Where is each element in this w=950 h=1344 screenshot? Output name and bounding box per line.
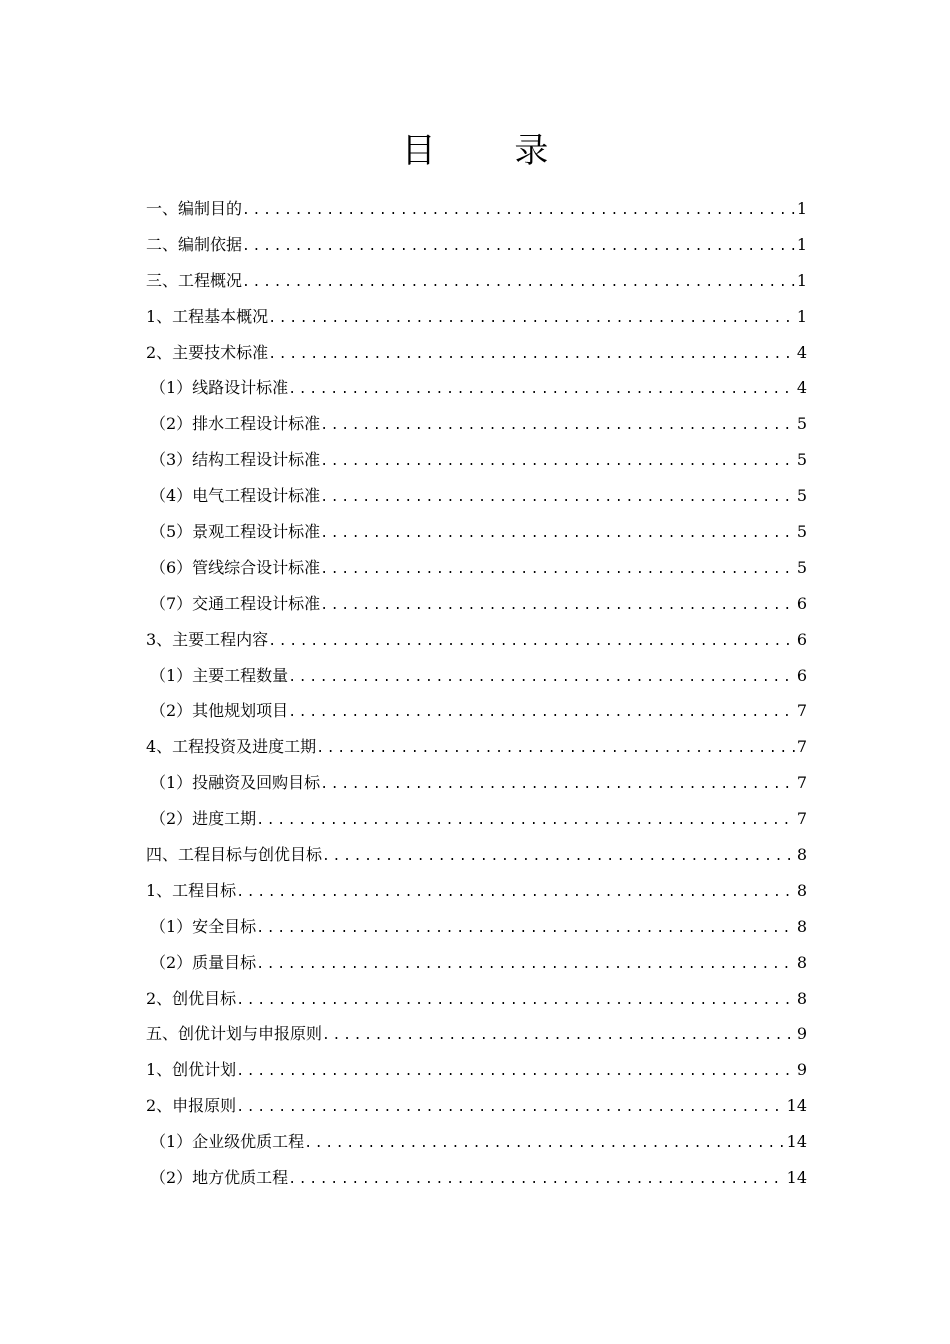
- toc-dot-leader: [320, 444, 795, 480]
- toc-dot-leader: [256, 803, 795, 839]
- toc-entry[interactable]: [146, 478, 807, 514]
- toc-entry-label: （6）管线综合设计标准: [150, 557, 321, 577]
- toc-entry-label: （2）地方优质工程: [150, 1168, 289, 1188]
- toc-entry-page: 8: [796, 880, 807, 900]
- toc-entry-label: 三、工程概况: [146, 270, 243, 290]
- toc-entry-label: （1）线路设计标准: [150, 378, 289, 398]
- toc-entry-label: 四、工程目标与创优目标: [146, 845, 323, 865]
- toc-dot-leader: [288, 695, 795, 731]
- toc-entry[interactable]: [146, 227, 807, 263]
- toc-dot-leader: [236, 1090, 784, 1126]
- toc-entry-page: 4: [796, 342, 807, 362]
- toc-entry-page: 14: [786, 1096, 807, 1116]
- toc-entry[interactable]: [146, 945, 807, 981]
- toc-entry[interactable]: [146, 1052, 807, 1088]
- toc-dot-leader: [242, 229, 795, 265]
- toc-entry-page: 6: [796, 629, 807, 649]
- toc-entry[interactable]: [146, 442, 807, 478]
- toc-dot-leader: [256, 911, 795, 947]
- toc-entry[interactable]: [146, 837, 807, 873]
- toc-dot-leader: [304, 1126, 784, 1162]
- toc-entry-label: （5）景观工程设计标准: [150, 522, 321, 542]
- toc-entry-label: （2）质量目标: [150, 952, 257, 972]
- toc-entry[interactable]: [146, 1016, 807, 1052]
- toc-entry-label: （2）进度工期: [150, 809, 257, 829]
- toc-entry[interactable]: [146, 1160, 807, 1196]
- toc-dot-leader: [268, 337, 795, 373]
- toc-entry[interactable]: [146, 981, 807, 1017]
- toc-entry-page: 6: [796, 593, 807, 613]
- toc-entry-label: （3）结构工程设计标准: [150, 450, 321, 470]
- toc-entry[interactable]: [146, 1124, 807, 1160]
- toc-entry-page: 8: [796, 952, 807, 972]
- toc-entry-page: 9: [796, 1024, 807, 1044]
- toc-dot-leader: [320, 588, 795, 624]
- toc-list: [146, 191, 807, 1196]
- toc-entry[interactable]: [146, 622, 807, 658]
- toc-dot-leader: [322, 839, 795, 875]
- toc-entry-page: 5: [796, 414, 807, 434]
- toc-entry-label: （1）安全目标: [150, 916, 257, 936]
- toc-entry-page: 5: [796, 557, 807, 577]
- toc-entry-label: 1、创优计划: [146, 1060, 237, 1080]
- toc-entry-label: （2）排水工程设计标准: [150, 414, 321, 434]
- toc-entry[interactable]: [146, 299, 807, 335]
- toc-entry-label: 2、创优目标: [146, 988, 237, 1008]
- toc-dot-leader: [242, 193, 795, 229]
- toc-dot-leader: [320, 767, 795, 803]
- toc-entry-page: 4: [796, 378, 807, 398]
- toc-entry-page: 5: [796, 450, 807, 470]
- toc-dot-leader: [288, 660, 795, 696]
- toc-dot-leader: [320, 516, 795, 552]
- toc-entry[interactable]: [146, 658, 807, 694]
- toc-entry-page: 5: [796, 522, 807, 542]
- toc-entry-label: 2、主要技术标准: [146, 342, 269, 362]
- toc-dot-leader: [320, 552, 795, 588]
- toc-entry[interactable]: [146, 335, 807, 371]
- toc-entry-label: 1、工程基本概况: [146, 306, 269, 326]
- toc-entry-page: 8: [796, 916, 807, 936]
- toc-entry-page: 7: [796, 737, 807, 757]
- toc-entry-label: 五、创优计划与申报原则: [146, 1024, 323, 1044]
- toc-entry[interactable]: [146, 191, 807, 227]
- toc-dot-leader: [320, 480, 795, 516]
- toc-entry-page: 8: [796, 845, 807, 865]
- toc-dot-leader: [256, 947, 795, 983]
- toc-entry[interactable]: [146, 370, 807, 406]
- toc-dot-leader: [320, 408, 795, 444]
- toc-dot-leader: [236, 875, 795, 911]
- toc-entry-label: （1）投融资及回购目标: [150, 773, 321, 793]
- toc-entry-page: 14: [786, 1132, 807, 1152]
- toc-entry-label: 4、工程投资及进度工期: [146, 737, 317, 757]
- toc-entry-label: （2）其他规划项目: [150, 701, 289, 721]
- toc-entry[interactable]: [146, 765, 807, 801]
- toc-entry[interactable]: [146, 406, 807, 442]
- toc-entry-label: 一、编制目的: [146, 199, 243, 218]
- toc-entry[interactable]: [146, 550, 807, 586]
- toc-dot-leader: [316, 731, 795, 767]
- toc-entry-page: 1: [796, 199, 807, 218]
- toc-entry[interactable]: [146, 263, 807, 299]
- toc-dot-leader: [268, 624, 795, 660]
- toc-dot-leader: [322, 1018, 795, 1054]
- toc-entry[interactable]: [146, 693, 807, 729]
- toc-dot-leader: [288, 1162, 784, 1198]
- toc-dot-leader: [242, 265, 795, 301]
- toc-entry-page: 7: [796, 701, 807, 721]
- toc-entry-label: 1、工程目标: [146, 880, 237, 900]
- toc-entry-label: 2、申报原则: [146, 1096, 237, 1116]
- toc-entry-label: 3、主要工程内容: [146, 629, 269, 649]
- toc-entry-page: 1: [796, 306, 807, 326]
- toc-entry-page: 5: [796, 486, 807, 506]
- toc-entry[interactable]: [146, 1088, 807, 1124]
- toc-entry[interactable]: [146, 873, 807, 909]
- toc-entry-label: （1）主要工程数量: [150, 665, 289, 685]
- toc-entry[interactable]: [146, 729, 807, 765]
- toc-entry-page: 9: [796, 1060, 807, 1080]
- toc-entry-page: 8: [796, 988, 807, 1008]
- toc-dot-leader: [236, 1054, 795, 1090]
- toc-entry[interactable]: [146, 514, 807, 550]
- toc-entry-page: 14: [786, 1168, 807, 1188]
- toc-entry[interactable]: [146, 586, 807, 622]
- toc-entry-page: 7: [796, 773, 807, 793]
- toc-title: 目 录: [401, 131, 583, 171]
- toc-entry-label: 二、编制依据: [146, 234, 243, 254]
- toc-entry-page: 1: [796, 234, 807, 254]
- toc-entry[interactable]: [146, 801, 807, 837]
- toc-dot-leader: [268, 301, 795, 337]
- toc-entry[interactable]: [146, 909, 807, 945]
- toc-entry-label: （1）企业级优质工程: [150, 1132, 305, 1152]
- toc-dot-leader: [288, 372, 795, 408]
- toc-entry-page: 7: [796, 809, 807, 829]
- toc-dot-leader: [236, 983, 795, 1019]
- toc-entry-label: （7）交通工程设计标准: [150, 593, 321, 613]
- toc-entry-page: 1: [796, 270, 807, 290]
- toc-entry-label: （4）电气工程设计标准: [150, 486, 321, 506]
- toc-entry-page: 6: [796, 665, 807, 685]
